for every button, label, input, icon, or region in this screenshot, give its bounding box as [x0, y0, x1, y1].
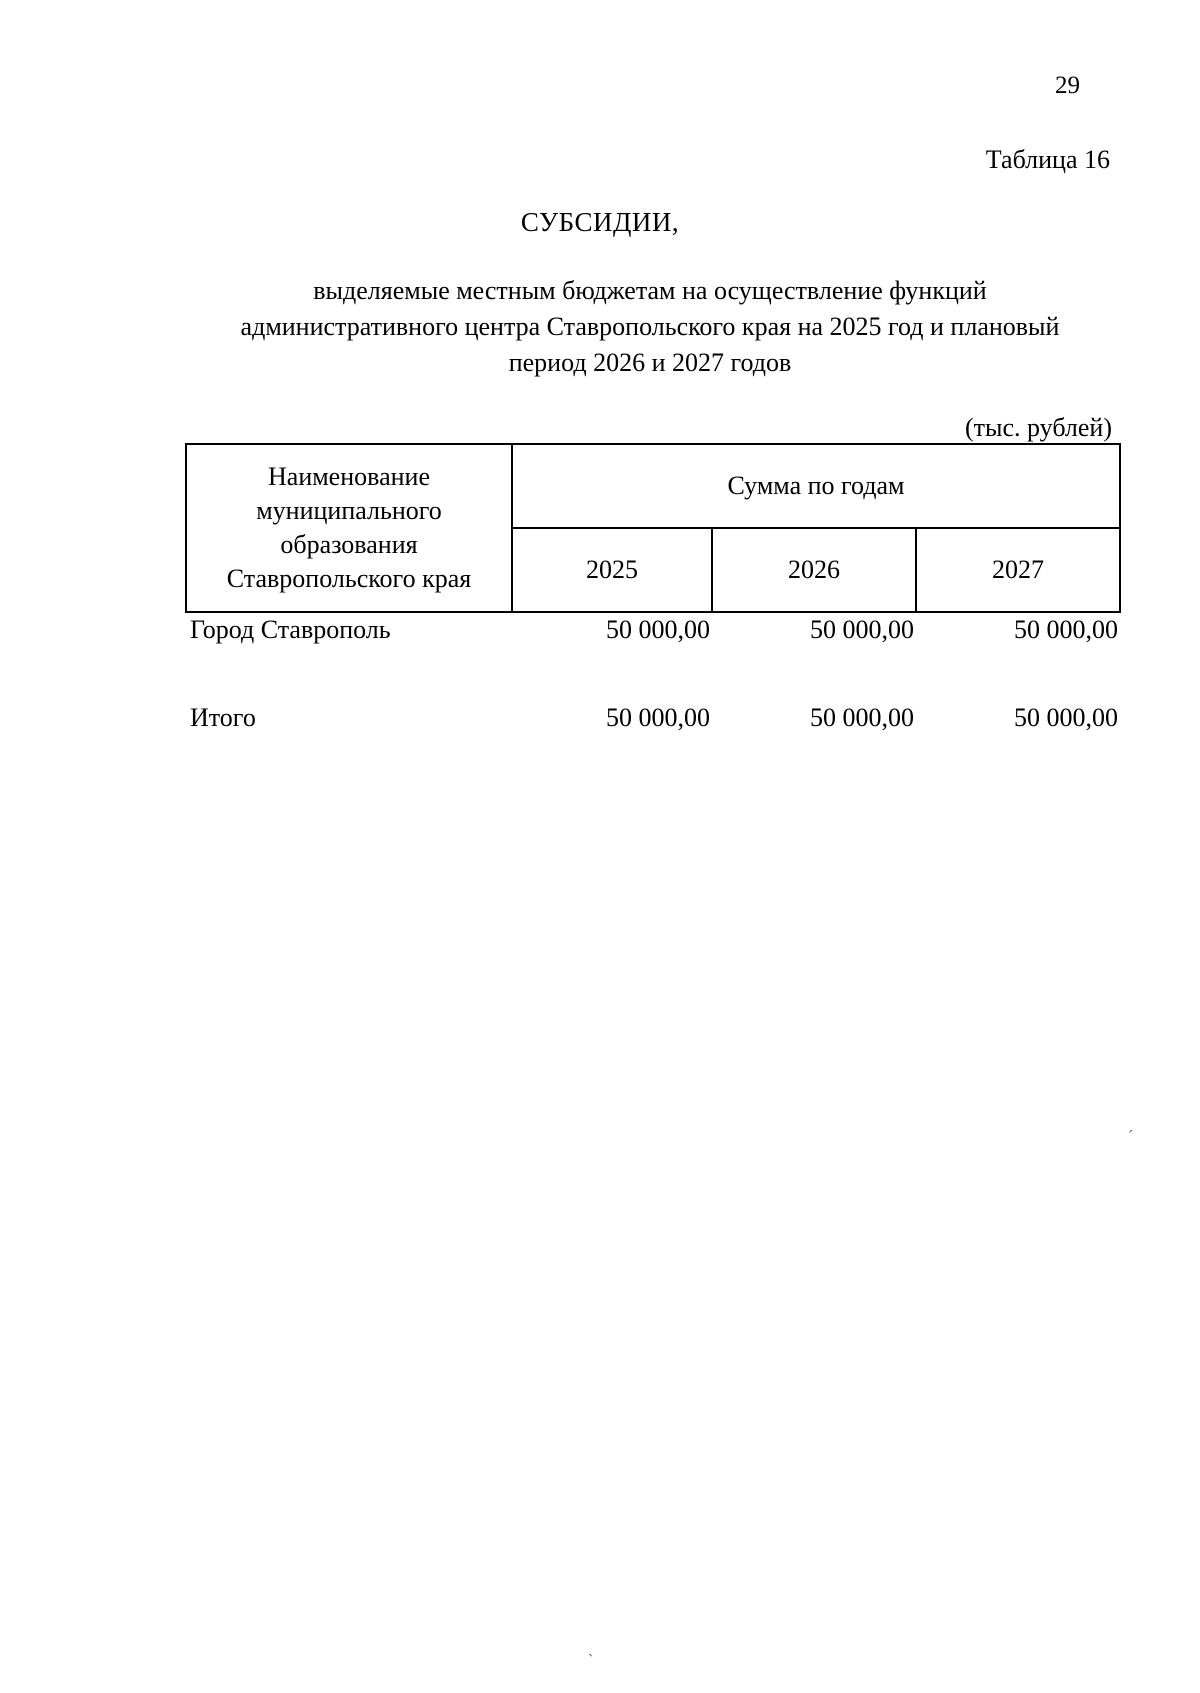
table-row-total [186, 683, 1120, 753]
units-note: (тыс. рублей) [964, 413, 1112, 442]
row-value-2025: 50 000,00 [606, 615, 710, 644]
header-municipality-name [186, 444, 512, 612]
header-year-2027: 2027 [916, 528, 1120, 612]
row-value-2027: 50 000,00 [1014, 615, 1119, 644]
header-name-line: муниципального [256, 496, 442, 525]
row-name: Итого [190, 703, 256, 732]
row-value-2027: 50 000,00 [1014, 703, 1119, 732]
page-number: 29 [1055, 72, 1080, 99]
subtitle-line: период 2026 и 2027 годов [508, 348, 792, 377]
scan-speck: ˋ [588, 1652, 594, 1669]
header-name-line: Наименование [268, 462, 430, 491]
row-name: Город Ставрополь [190, 615, 391, 644]
header-year-2026: 2026 [712, 528, 916, 612]
header-name-line: образования [280, 530, 418, 559]
subtitle-line: выделяемые местным бюджетам на осуществление функций [313, 276, 987, 305]
subsidies-table [185, 443, 1121, 753]
row-value-2025: 50 000,00 [606, 703, 710, 732]
header-name-line: Ставропольского края [226, 564, 472, 593]
header-sum-by-years: Сумма по годам [512, 444, 1120, 528]
document-title: СУБСИДИИ, [520, 207, 680, 237]
scan-speck: ˊ [1128, 1128, 1134, 1145]
header-year-2025: 2025 [512, 528, 712, 612]
subtitle-line: административного центра Ставропольского края на 2025 год и плановый [240, 312, 1060, 341]
row-value-2026: 50 000,00 [810, 615, 914, 644]
table-label: Таблица 16 [985, 145, 1110, 174]
table-row [186, 612, 1120, 683]
row-value-2026: 50 000,00 [810, 703, 914, 732]
document-subtitle [190, 273, 1110, 381]
